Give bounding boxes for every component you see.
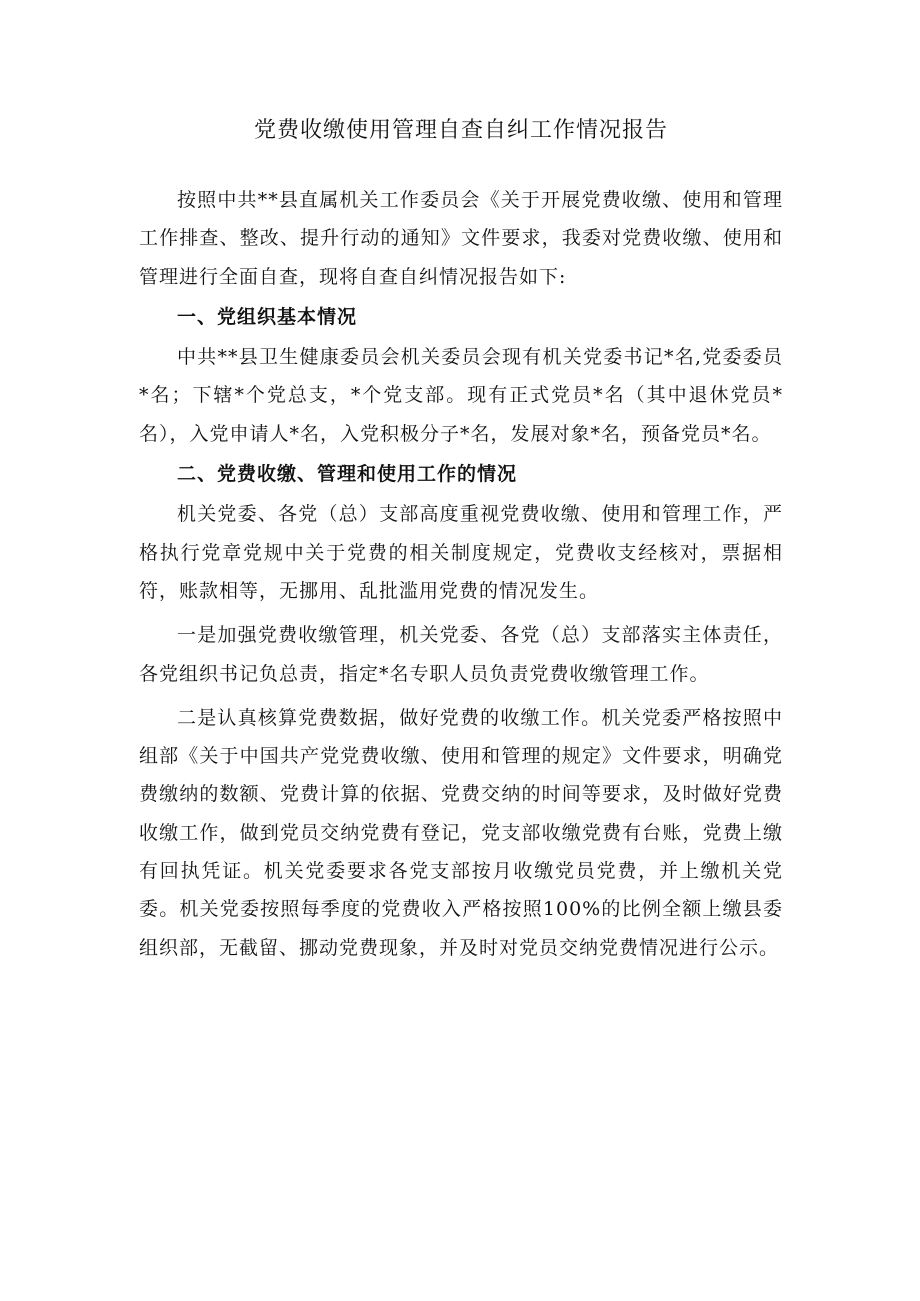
intro-paragraph: 按照中共**县直属机关工作委员会《关于开展党费收缴、使用和管理工作排查、整改、提升行动的通知》文件要求，我委对党费收缴、使用和管理进行全面自查，现将自查自纠情况报告如下: <box>139 189 783 288</box>
document-title: 党费收缴使用管理自查自纠工作情况报告 <box>253 118 668 143</box>
section-1-paragraph-1: 中共**县卫生健康委员会机关委员会现有机关党委书记*名,党委委员*名；下辖*个党总支，*个党支部。现有正式党员*名（其中退休党员*名），入党申请人*名，入党积极分子*名，发展对象*名，预备党员*名。 <box>139 346 783 445</box>
section-2-paragraph-1: 机关党委、各党（总）支部高度重视党费收缴、使用和管理工作，严格执行党章党规中关于党费的相关制度规定，党费收支经核对，票据相符，账款相等，无挪用、乱批滥用党费的情况发生。 <box>139 503 783 602</box>
section-2-paragraph-2: 一是加强党费收缴管理，机关党委、各党（总）支部落实主体责任，各党组织书记负总责，指定*名专职人员负责党费收缴管理工作。 <box>139 624 783 685</box>
section-heading-1: 一、党组织基本情况 <box>177 305 358 328</box>
section-2-paragraph-3: 二是认真核算党费数据，做好党费的收缴工作。机关党委严格按照中组部《关于中国共产党党费收缴、使用和管理的规定》文件要求，明确党费缴纳的数额、党费计算的依据、党费交纳的时间等要求，及时做好党费收缴工作，做到党员交纳党费有登记，党支部收缴党费有台账，党费上缴有回执凭证。机关党委要求各党支部按月收缴党员党费，并上缴机关党委。机关党委按照每季度的党费收入严格按照100%的比例全额上缴县委组织部，无截留、挪动党费现象，并及时对党员交纳党费情况进行公示。 <box>139 706 783 959</box>
section-heading-2: 二、党费收缴、管理和使用工作的情况 <box>177 463 518 486</box>
document-body <box>139 113 783 967</box>
